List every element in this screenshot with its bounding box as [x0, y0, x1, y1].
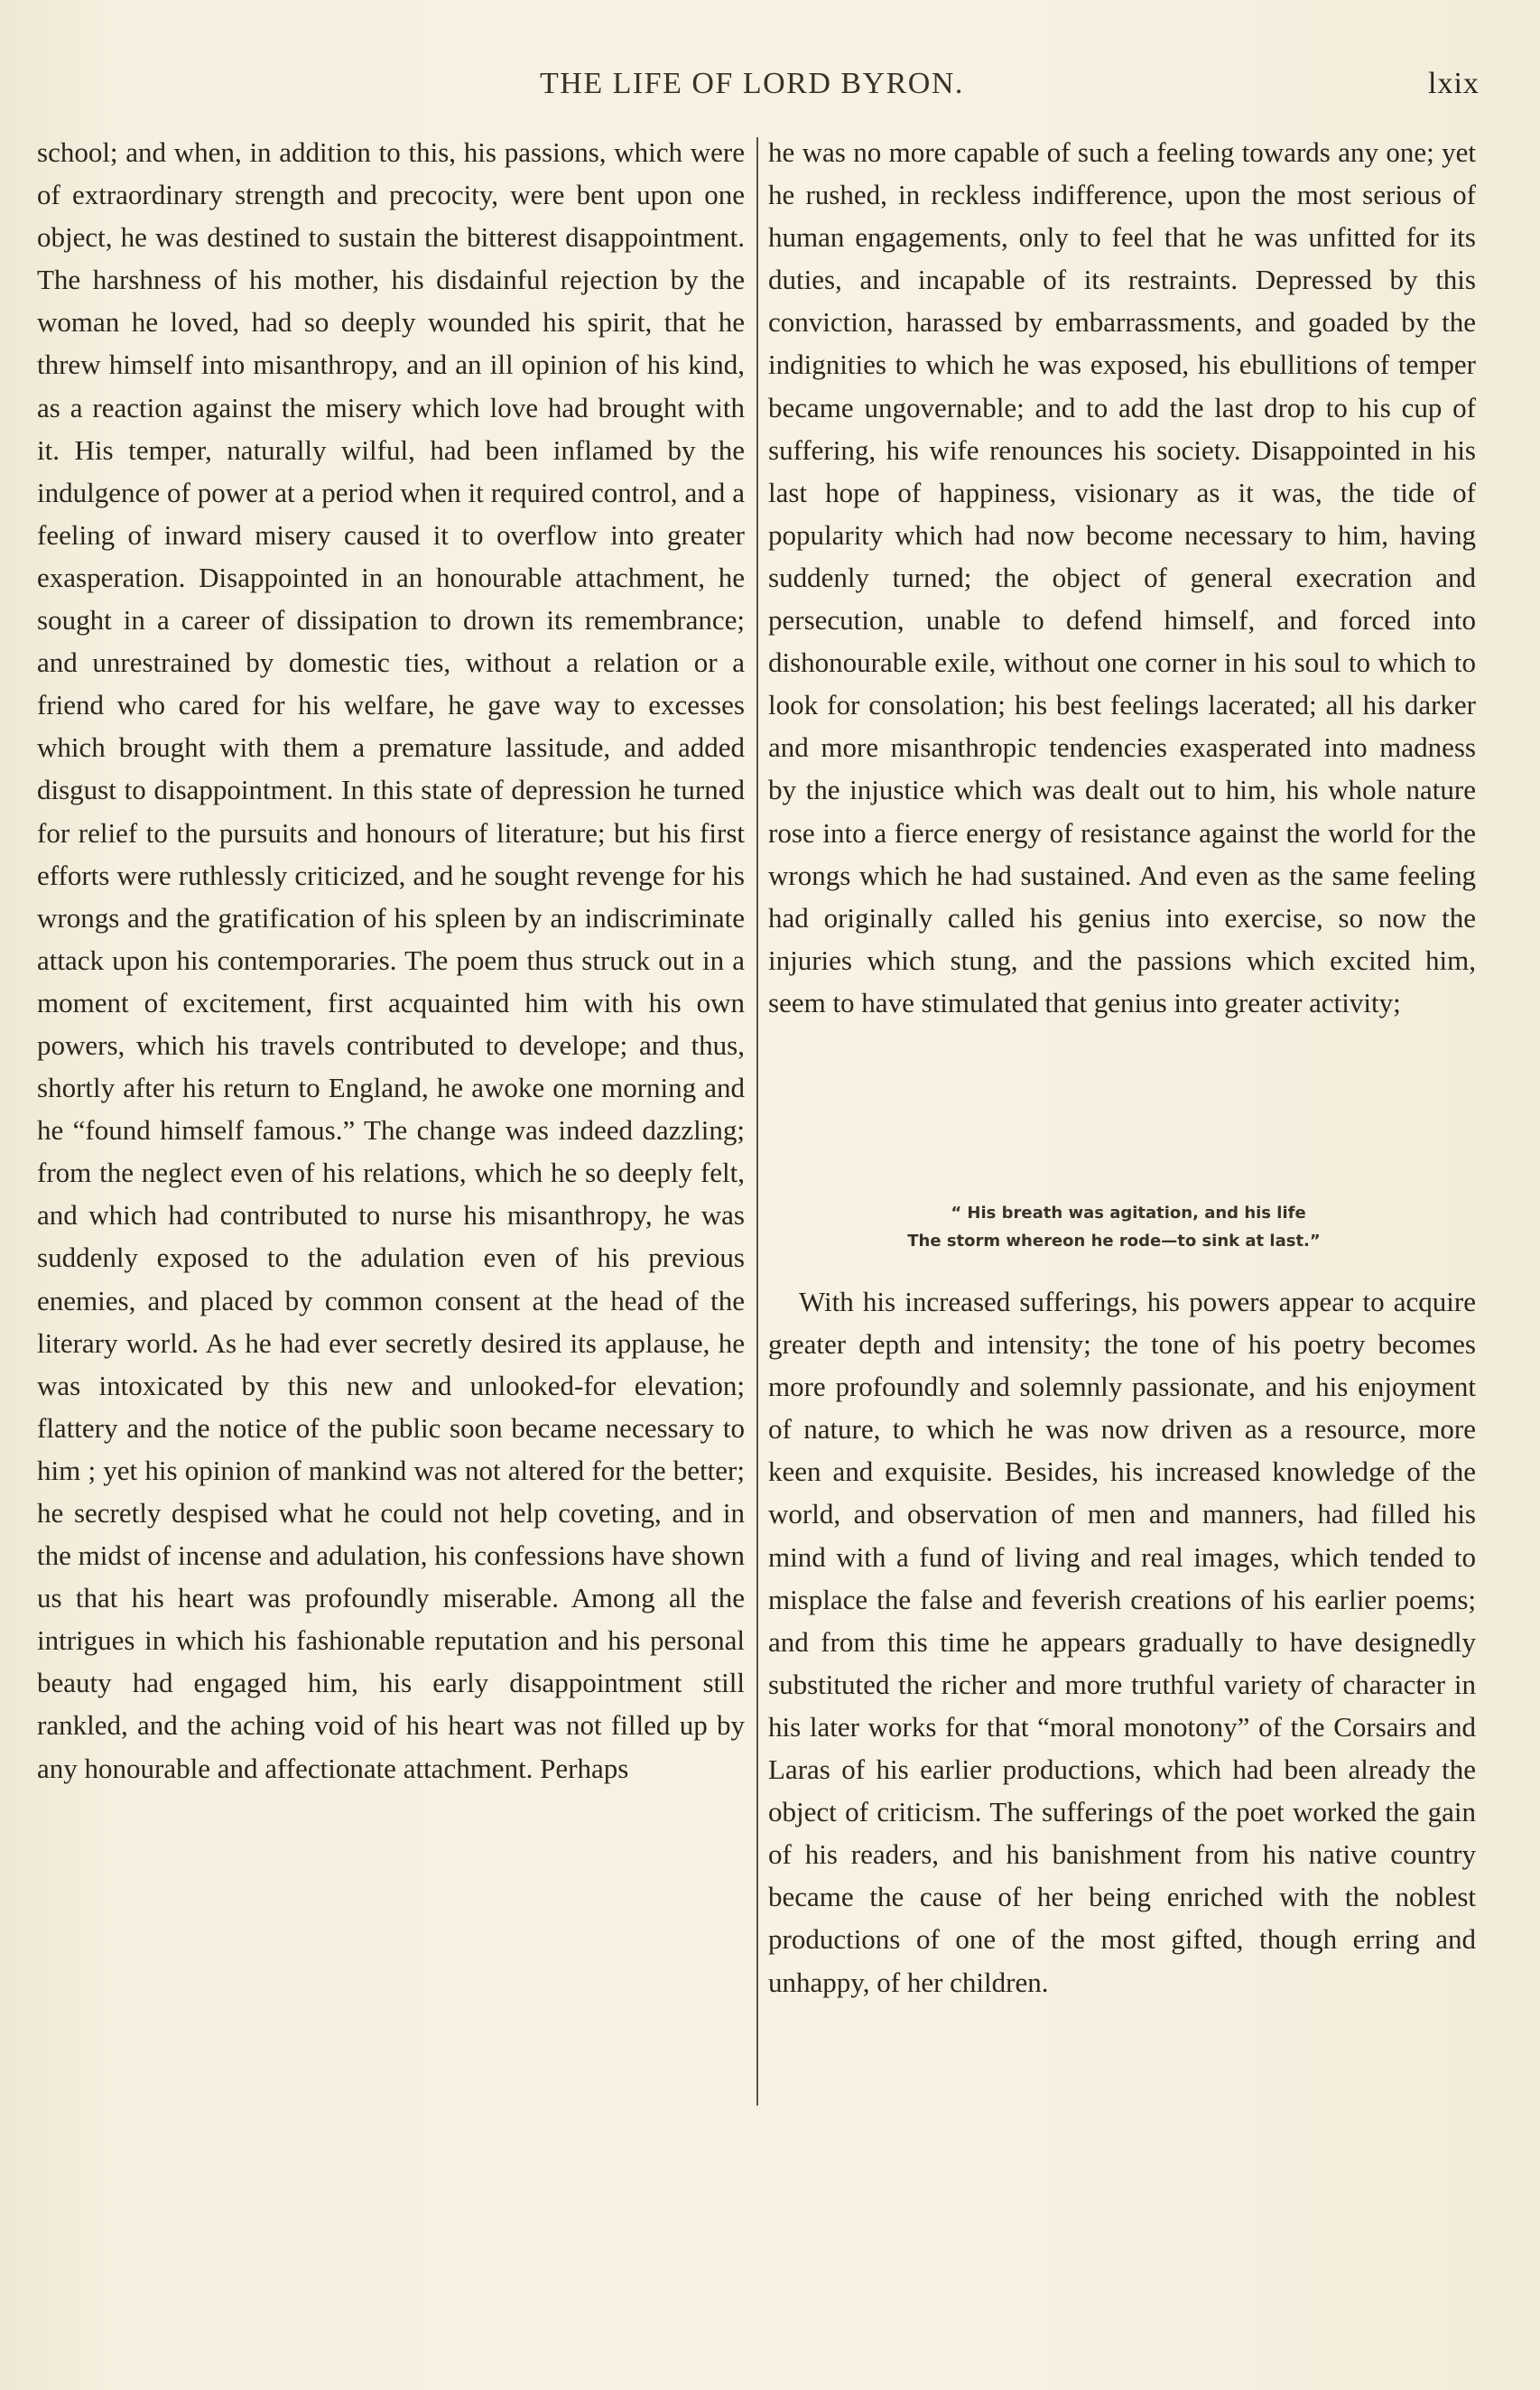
column-divider: [756, 137, 758, 2106]
epigraph-quote: [768, 1199, 1476, 1255]
right-column-upper: [768, 131, 1476, 1024]
right-column-lower: [768, 1280, 1476, 2004]
left-column: [37, 131, 745, 1790]
page-header: [0, 67, 1540, 121]
running-title: THE LIFE OF LORD BYRON.: [540, 67, 964, 100]
epigraph-line-2: The storm whereon he rode—to sink at last.”: [907, 1232, 1321, 1251]
right-column-text-lower: With his increased sufferings, his powers appear to acquire greater depth and intensity; the tone of his poetry becomes more profoundly and solemnly passionate, and his enjoyment of nature, to which he was now driven as a resource, more keen and exquisite. Besides, his increased knowledge of the world, and observation of men and manners, had filled his mind with a fund of living and real images, which tended to misplace the false and feverish creations of his earlier poems; and from this time he appears gradually to have designedly substituted the richer and more truthful variety of character in his later works for that “moral monotony” of the Corsairs and Laras of his earlier productions, which had been already the object of criticism. The sufferings of the poet worked the gain of his readers, and his banishment from his native country became the cause of her being enriched with the noblest productions of one of the most gifted, though erring and unhappy, of her children.: [768, 1286, 1476, 1998]
epigraph-line-1: “ His breath was agitation, and his life: [951, 1204, 1306, 1223]
left-column-text: school; and when, in addition to this, his passions, which were of extraordinary strength and precocity, were bent upon one object, he was destined to sustain the bitterest disappointment. The harshness of his mother, his disdainful rejection by the woman he loved, had so deeply wounded his spirit, that he threw himself into misanthropy, and an ill opinion of his kind, as a reaction against the misery which love had brought with it. His temper, naturally wilful, had been inflamed by the indulgence of power at a period when it required control, and a feeling of inward misery caused it to overflow into greater exasperation. Disappointed in an honourable attachment, he sought in a career of dissipation to drown its remembrance; and unrestrained by domestic ties, without a relation or a friend who cared for his welfare, he gave way to excesses which brought with them a premature lassitude, and added disgust to disappointment. In this state of depression he turned for relief to the pursuits and honours of literature; but his first efforts were ruthlessly criticized, and he sought revenge for his wrongs and the gratification of his spleen by an indiscriminate attack upon his contemporaries. The poem thus struck out in a moment of excitement, first acquainted him with his own powers, which his travels contributed to develope; and thus, shortly after his return to England, he awoke one morning and he “found himself famous.” The change was indeed dazzling; from the neglect even of his relations, which he so deeply felt, and which had contributed to nurse his misanthropy, he was suddenly exposed to the adulation even of his previous enemies, and placed by common consent at the head of the literary world. As he had ever secretly desired its applause, he was intoxicated by this new and unlooked-for elevation; flattery and the notice of the public soon became necessary to him ; yet his opinion of mankind was not altered for the better; he secretly despised what he could not help coveting, and in the midst of incense and adulation, his confessions have shown us that his heart was profoundly miserable. Among all the intrigues in which his fashionable reputation and his personal beauty had engaged him, his early disappointment still rankled, and the aching void of his heart was not filled up by any honourable and affectionate attachment. Perhaps: [37, 136, 745, 1784]
page-number: lxix: [1428, 67, 1480, 100]
right-column-text-upper: he was no more capable of such a feeling towards any one; yet he rushed, in reckless indifference, upon the most serious of human engagements, only to feel that he was unfitted for its duties, and incapable of its restraints. Depressed by this conviction, harassed by embarrassments, and goaded by the indignities to which he was exposed, his ebullitions of temper became ungovernable; and to add the last drop to his cup of suffering, his wife renounces his society. Disappointed in his last hope of happiness, visionary as it was, the tide of popularity which had now become necessary to him, having suddenly turned; the object of general execration and persecution, unable to defend himself, and forced into dishonourable exile, without one corner in his soul to which to look for consolation; his best feelings lacerated; all his darker and more misanthropic tendencies exasperated into madness by the injustice which was dealt out to him, his whole nature rose into a fierce energy of resistance against the world for the wrongs which he had sustained. And even as the same feeling had originally called his genius into exercise, so now the injuries which stung, and the passions which excited him, seem to have stimulated that genius into greater activity;: [768, 136, 1476, 1018]
